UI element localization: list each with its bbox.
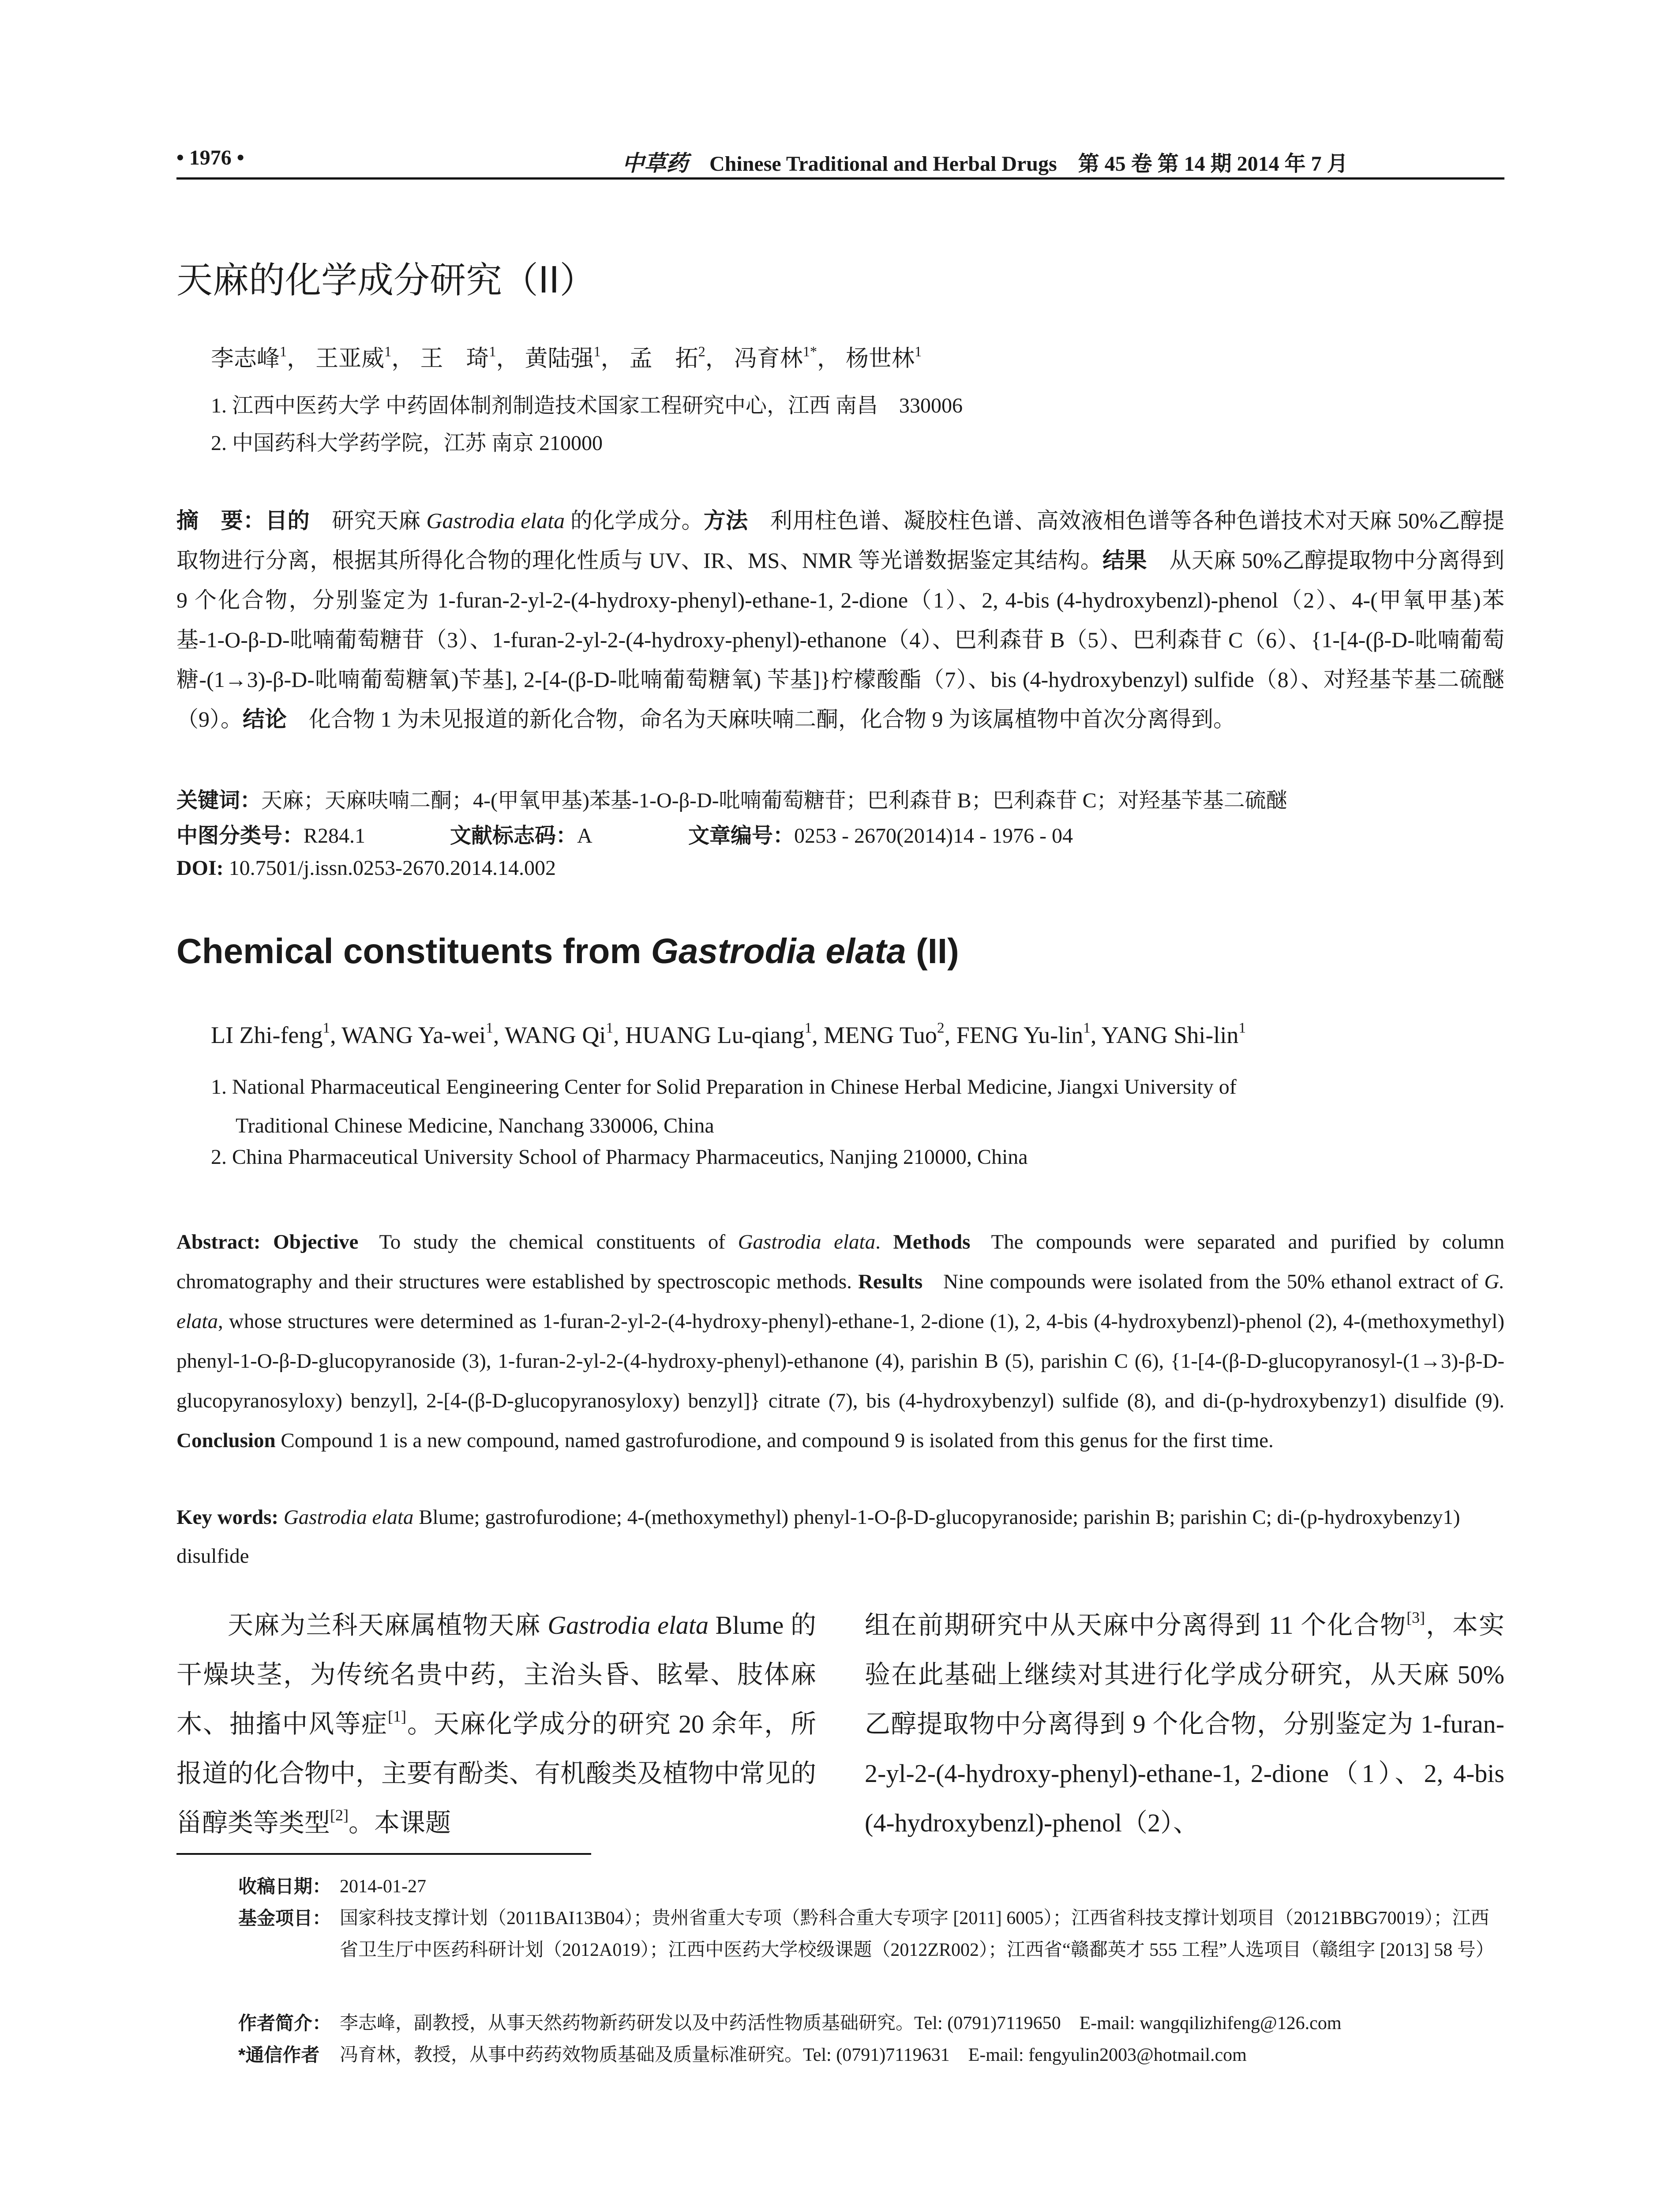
en-objective-species: Gastrodia elata — [738, 1231, 876, 1253]
body-right-text: 组在前期研究中从天麻中分离得到 11 个化合物 — [865, 1611, 1407, 1639]
en-author-sup: 2 — [937, 1020, 945, 1036]
en-methods-text: The compounds were separated and purified by column chromatography and their structures were established by spectroscopic methods. — [176, 1231, 1505, 1293]
footnote-author-text: 李志峰，副教授，从事天然药物新药研发以及中药活性物质基础研究。Tel: (0791)7119650 E-mail: wangqilizhifeng@126.com — [340, 2013, 1342, 2033]
en-keywords — [176, 1498, 1504, 1576]
cn-keywords-label: 关键词： — [176, 789, 262, 812]
journal-line — [622, 146, 1348, 177]
cn-author: 孟 拓 — [629, 346, 698, 371]
header-divider — [176, 177, 1504, 180]
body-column-left — [176, 1601, 816, 1848]
en-results-label: Results — [858, 1270, 923, 1293]
cn-methods-label: 方法 — [703, 508, 748, 533]
body-left-text-2: Blume 的干燥块茎，为传统名贵中药，主治头昏、眩晕、肢体麻木、抽搐中风等症 — [176, 1611, 816, 1738]
cn-results-label: 结果 — [1102, 548, 1147, 573]
body-right-text-2: ，本实验在此基础上继续对其进行化学成分研究，从天麻 50%乙醇提取物中分离得到 9 个化合物，分别鉴定为 1-furan-2-yl-2-(4-hydroxy-phenyl)-ethane-1, 2-dione（1）、2, 4-bis (4-hydroxybenzl)-phenol（2）、 — [865, 1611, 1504, 1837]
en-author-sup: 1 — [606, 1020, 614, 1036]
en-affiliation-2: 2. China Pharmaceutical University School of Pharmacy Pharmaceutics, Nanjing 210000, China — [211, 1145, 1028, 1169]
cn-author-sup: 1 — [593, 343, 601, 360]
footnote-received-date — [176, 1871, 1504, 1906]
en-conclusion-label: Conclusion — [176, 1429, 276, 1452]
citation-1: [1] — [388, 1707, 406, 1725]
cn-author: 黄陆强 — [525, 346, 594, 371]
cn-class-value: R284.1 — [304, 824, 366, 848]
en-author: YANG Shi-lin — [1101, 1022, 1239, 1048]
cn-author-list: 李志峰$^1$， 王亚威$^1$， 王 琦$^1$， 黄陆强$^1$， 孟 拓$^2$， 冯育林$^{1*}$， 杨世林$^1$ — [211, 343, 922, 371]
en-author: HUANG Lu-qiang — [625, 1022, 805, 1048]
en-abstract-label: Abstract: Objective — [176, 1231, 359, 1253]
en-author: MENG Tuo — [824, 1022, 937, 1048]
en-results-text-end: , whose structures were determined as 1-furan-2-yl-2-(4-hydroxy-phenyl)-ethane-1, 2-dione (1), 2, 4-bis (4-hydroxybenzl)-phenol (2), 4-(methoxymethyl) phenyl-1-O-β-D-glucopyranoside (3), 1-furan-2-yl-2-(4-hydroxy-phenyl)-ethanone (4), parishin B (5), parishin C (6), {1-[4-(β-D-glucopyranosyl-(1→3)-β-D-glucopyranosyloxy) benzyl], 2-[4-(β-D-glucopyranosyloxy) benzyl]} citrate (7), bis (4-hydroxybenzyl) sulfide (8), and di-(p-hydroxybenzy1) disulfide (9). — [176, 1310, 1504, 1412]
cn-keywords-text: 天麻；天麻呋喃二酮；4-(甲氧甲基)苯基-1-O-β-D-吡喃葡萄糖苷；巴利森苷 B；巴利森苷 C；对羟基苄基二硫醚 — [261, 789, 1287, 812]
en-author-sup: 1 — [1238, 1020, 1246, 1036]
en-affiliation-1-line-2: Traditional Chinese Medicine, Nanchang 330006, China — [236, 1114, 714, 1137]
cn-author-sup: 2 — [698, 343, 705, 360]
citation-3: [3] — [1406, 1608, 1425, 1626]
footnote-fund-text: 国家科技支撑计划（2011BAI13B04）；贵州省重大专项（黔科合重大专项字 [2011] 6005）；江西省科技支撑计划项目（20121BBG70019）；江西省卫生厅中医药科研计划（2012A019）；江西中医药大学校级课题（2012ZR002）；江西省“赣鄱英才 555 工程”人选项目（赣组字 [2013] 58 号） — [340, 1908, 1494, 1960]
en-results-text: Nine compounds were isolated from the 50% ethanol extract of — [943, 1270, 1485, 1293]
en-title-text-end: (II) — [906, 931, 959, 971]
footnote-date-value: 2014-01-27 — [340, 1876, 426, 1897]
body-column-right — [865, 1601, 1504, 1848]
en-author: LI Zhi-feng — [211, 1022, 323, 1048]
en-keywords-species: Gastrodia elata — [283, 1506, 414, 1529]
cn-conclusion-label: 结论 — [243, 707, 287, 732]
cn-author-sup: 1 — [915, 343, 922, 360]
cn-objective-text: 研究天麻 — [332, 508, 427, 533]
en-author: WANG Ya-wei — [341, 1022, 486, 1048]
cn-abstract — [176, 501, 1504, 739]
footnote-corresponding-author — [176, 2039, 1504, 2075]
cn-abstract-label: 摘 要： — [176, 508, 266, 533]
citation-2: [2] — [330, 1806, 349, 1824]
cn-article-label: 文章编号： — [688, 824, 795, 848]
en-keywords-text: Blume; gastrofurodione; 4-(methoxymethyl) phenyl-1-O-β-D-glucopyranoside; parishin B; parishin C; di-(p-hydroxybenzy1) disulfide — [176, 1506, 1460, 1568]
en-affiliation-1-line-1: 1. National Pharmaceutical Eengineering Center for Solid Preparation in Chinese Herbal Medicine, Jiangxi University of — [211, 1075, 1237, 1099]
cn-author: 王 琦 — [420, 346, 489, 371]
cn-objective-text-end: 的化学成分。 — [565, 508, 704, 533]
en-title-species: Gastrodia elata — [651, 931, 906, 971]
cn-author-sup: 1* — [802, 343, 818, 360]
journal-name-cn: 中草药 — [622, 150, 688, 176]
body-left-text-4: 。本课题 — [348, 1808, 451, 1837]
footnote-divider — [176, 1853, 591, 1855]
journal-name-en: Chinese Traditional and Herbal Drugs — [709, 152, 1057, 176]
footnote-fund-label: 基金项目： — [238, 1908, 331, 1928]
cn-author-sup: 1 — [384, 343, 392, 360]
en-methods-label: Methods — [893, 1231, 971, 1253]
page-number: • 1976 • — [176, 146, 244, 169]
en-author-list: LI Zhi-feng$^1$, WANG Ya-wei$^1$, WANG Qi$^1$, HUANG Lu-qiang$^1$, MENG Tuo$^2$, FENG Yu-lin$^1$, YANG Shi-lin$^1$ — [211, 1020, 1246, 1048]
en-author-sup: 1 — [1083, 1020, 1091, 1036]
body-left-text-3: 。天麻化学成分的研究 20 余年，所报道的化合物中，主要有酚类、有机酸类及植物中常见的甾醇类等类型 — [176, 1710, 817, 1837]
cn-class-label: 中图分类号： — [176, 824, 304, 848]
cn-author: 杨世林 — [846, 346, 915, 371]
cn-doi-label: DOI: — [176, 856, 224, 880]
cn-title: 天麻的化学成分研究（II） — [176, 259, 596, 301]
footnote-author-bio — [176, 2007, 1504, 2043]
cn-doccode-value: A — [577, 824, 592, 848]
cn-objective-label: 目的 — [265, 508, 310, 533]
footnote-corr-label: *通信作者 — [238, 2045, 320, 2065]
cn-conclusion-text: 化合物 1 为未见报道的新化合物，命名为天麻呋喃二酮，化合物 9 为该属植物中首次分离得到。 — [309, 707, 1235, 732]
en-title-text: Chemical constituents from — [176, 931, 651, 971]
cn-objective-species: Gastrodia elata — [426, 508, 565, 533]
footnote-author-label: 作者简介： — [238, 2013, 331, 2033]
en-author: FENG Yu-lin — [956, 1022, 1084, 1048]
en-keywords-label: Key words: — [176, 1506, 279, 1529]
cn-doi — [176, 856, 1504, 880]
body-left-text: 天麻为兰科天麻属植物天麻 — [228, 1611, 548, 1639]
running-header — [176, 146, 1504, 176]
en-author-sup: 1 — [486, 1020, 493, 1036]
en-author-sup: 1 — [322, 1020, 330, 1036]
footnote-date-label: 收稿日期： — [238, 1876, 331, 1897]
cn-classification-line — [176, 818, 1504, 849]
cn-author: 王亚威 — [315, 346, 385, 371]
cn-author-sup: 1 — [489, 343, 496, 360]
en-conclusion-text: Compound 1 is a new compound, named gastrofurodione, and compound 9 is isolated from this genus for the first time. — [281, 1429, 1274, 1452]
en-results-species: G. elata — [176, 1270, 1504, 1333]
en-abstract — [176, 1222, 1504, 1460]
cn-author: 冯育林 — [734, 346, 803, 371]
cn-results-text: 从天麻 50%乙醇提取物中分离得到 9 个化合物，分别鉴定为 1-furan-2-yl-2-(4-hydroxy-phenyl)-ethane-1, 2-dione（1）、2, 4-bis (4-hydroxybenzl)-phenol（2）、4-(甲氧甲基)苯基-1-O-β-D-吡喃葡萄糖苷（3）、1-furan-2-yl-2-(4-hydroxy-phenyl)-ethanone（4）、巴利森苷 B（5）、巴利森苷 C（6）、{1-[4-(β-D-吡喃葡萄糖-(1→3)-β-D-吡喃葡萄糖氧)苄基], 2-[4-(β-D-吡喃葡萄糖氧) 苄基]}柠檬酸酯（7）、bis (4-hydroxybenzyl) sulfide（8）、对羟基苄基二硫醚（9）。 — [176, 548, 1505, 732]
footnote-corr-text: 冯育林，教授，从事中药药效物质基础及质量标准研究。Tel: (0791)7119631 E-mail: fengyulin2003@hotmail.com — [340, 2045, 1247, 2065]
cn-methods-text: 利用柱色谱、凝胶柱色谱、高效液相色谱等各种色谱技术对天麻 50%乙醇提取物进行分离，根据其所得化合物的理化性质与 UV、IR、MS、NMR 等光谱数据鉴定其结构。 — [176, 508, 1505, 573]
cn-author: 李志峰 — [211, 346, 280, 371]
footnote-funding — [176, 1902, 1504, 2004]
cn-affiliation-1: 1. 江西中医药大学 中药固体制剂制造技术国家工程研究中心，江西 南昌 330006 — [211, 394, 963, 417]
journal-issue: 第 45 卷 第 14 期 2014 年 7 月 — [1078, 152, 1348, 176]
en-objective-text: To study the chemical constituents of — [379, 1231, 738, 1253]
cn-doccode-label: 文献标志码： — [450, 824, 578, 848]
cn-affiliation-2: 2. 中国药科大学药学院，江苏 南京 210000 — [211, 431, 603, 455]
en-affiliation-1 — [211, 1068, 1490, 1145]
en-title — [176, 931, 959, 972]
en-author: WANG Qi — [504, 1022, 606, 1048]
cn-author-sup: 1 — [280, 343, 287, 360]
cn-doi-value: 10.7501/j.issn.0253-2670.2014.14.002 — [229, 856, 556, 880]
en-author-sup: 1 — [804, 1020, 812, 1036]
en-objective-text-end: . — [875, 1231, 881, 1253]
body-left-species: Gastrodia elata — [548, 1611, 709, 1639]
cn-keywords — [176, 781, 1504, 821]
cn-article-value: 0253 - 2670(2014)14 - 1976 - 04 — [794, 824, 1073, 848]
